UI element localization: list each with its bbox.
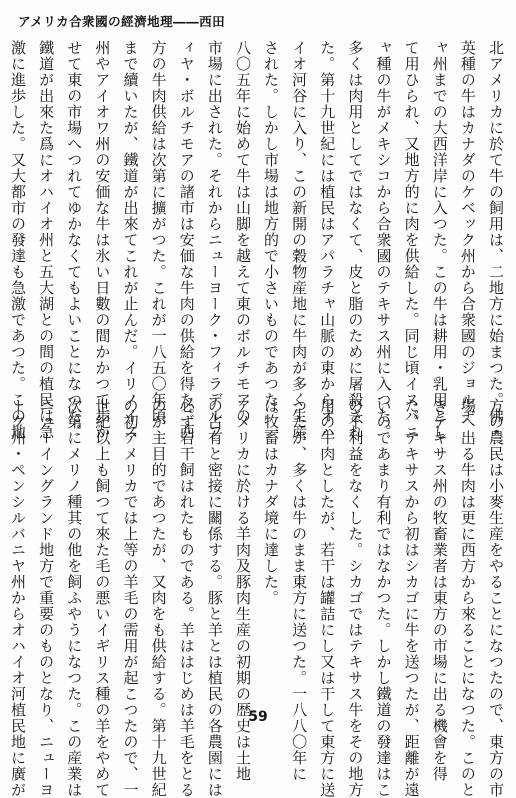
text-column: まで續いたが、鐵道が出來てこれが止んだ。イリノイス — [121, 40, 140, 440]
text-column: 鐵道が出來た爲にオハイオ州と五大湖との間の植民は急 — [37, 40, 56, 440]
text-column: 八〇五年に始めて牛は山脚を越えて東のボルチモアの — [233, 40, 252, 424]
text-column: 次第にメリノ種其の他を飼ふやうになつた。この産業は — [65, 398, 84, 798]
text-column: た。第十九世紀には植民はアパラチャ山脈の東からオハ — [318, 40, 337, 440]
text-column: された。しかし市場は地方的で小さいものであつた。一 — [262, 40, 281, 440]
text-column: ニューイングランド地方で重要のものとなり、ニューヨ — [37, 398, 56, 798]
text-column: て用ひられ、又地方的に肉を供給した。同じ頃イスパニ — [402, 40, 421, 440]
upper-text-block — [0, 40, 516, 440]
text-column: アメリカに於ける羊肉及豚肉生産の初期の歴史は土地 — [233, 398, 252, 782]
text-column: イオ河谷に入り、この新開の穀物産地に牛肉が多く生産 — [290, 40, 309, 440]
text-column: いのであまり有利ではなかつた。しかし鐵道の發達はこ — [374, 398, 393, 798]
text-column: のが主目的であつたが、又肉をも供給する。第十九世紀 — [149, 398, 168, 798]
text-column: は牧畜はカナダ境に達した。 — [262, 398, 281, 606]
text-column: の初アメリカでは上等の羊毛の需用が起こつたので、一 — [121, 398, 140, 798]
text-column: 州やアイオワ州の安価な牛は氷い日數の間かかつて歩か — [93, 40, 112, 440]
text-column: 場へ出る牛肉は更に西方から來ることになつた。このと — [458, 398, 477, 798]
text-column: 必ず若干飼はれたものである。羊ははじめは羊毛をとる — [177, 398, 196, 798]
text-column: つたが、多くは牛のまま東方に送つた。一八八〇年に — [290, 398, 309, 782]
text-column: 方の牛肉供給は次第に擴がつた。これが一八五〇年頃 — [149, 40, 168, 424]
text-column: 用の牛肉としたが、若干は罐詰にし又は干して東方に送 — [318, 398, 337, 798]
text-column: の占有と密接に關係する。豚と羊とは植民の各農園には — [205, 398, 224, 798]
text-column: 世紀以上も飼つて來た毛の悪いイギリス種の羊をやめて — [93, 398, 112, 798]
text-column: の不利益をなくした。シカゴではテキサス牛をその地方 — [346, 398, 365, 798]
text-column: 方の農民は小麥生産をやることになつたので、東方の市 — [487, 398, 505, 798]
text-column: 激に進歩した。又大都市の發達も急激であつた。この地 — [9, 40, 27, 440]
text-column: た。テキサスから初はシカゴに牛を送つたが、距離が遠 — [402, 398, 421, 798]
page-number: 59 — [248, 709, 268, 725]
text-column: 市場に出された。それからニューヨーク・フィラデルフ — [205, 40, 224, 440]
text-column: 英種の牛はカナダのケベック州から合衆國のジョルヂ — [458, 40, 477, 424]
text-column: ャ州までの大西洋岸に入つた。この牛は耕用・乳用とし — [430, 40, 449, 440]
text-column: 多くは肉用としてではなくて、皮と脂のために屠殺され — [346, 40, 365, 440]
text-column: せて東の市場へつれてゆかなくてもよいことになつた。 — [65, 40, 84, 440]
running-head: アメリカ合衆國の經濟地理――西田 — [18, 14, 226, 29]
text-column: ーク州・ペンシルバニヤ州からオハイオ河植民地に廣が — [9, 398, 27, 798]
text-column: ィヤ・ボルチモアの諸市は安価な牛肉の供給を得た。西 — [177, 40, 196, 440]
text-column: 北アメリカに於て牛の飼用は、二地方に始まつた。佛・ — [487, 40, 505, 440]
text-column: ャ種の牛がメキシコから合衆國のテキサス州に入つた。 — [374, 40, 393, 440]
text-column: きテキサス州の牧畜業者は東方の市場に出る機會を得 — [430, 398, 449, 782]
